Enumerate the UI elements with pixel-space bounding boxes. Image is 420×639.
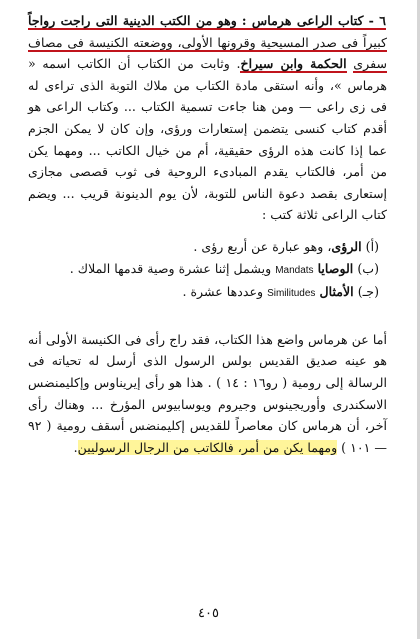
list-marker: (جـ) (357, 284, 379, 300)
page-content (28, 10, 387, 458)
section-number: ٦ - (368, 13, 386, 28)
list-item (28, 258, 387, 282)
paragraph-intro (28, 10, 387, 226)
paragraph-author (28, 329, 387, 459)
list-latin: Similitudes (267, 288, 316, 300)
paragraph-gap (28, 315, 387, 329)
list-desc: وعددها عشرة . (182, 284, 264, 300)
list-item (28, 281, 387, 305)
list-term: الرؤى (331, 238, 362, 254)
list-term: الوصايا (317, 260, 354, 276)
author-end: . (73, 439, 78, 455)
list-desc: ويشمل إثنا عشرة وصية قدمها الملاك . (69, 260, 272, 276)
list-latin: Mandats (275, 264, 314, 276)
intro-line-3-rest: . وثابت من الكتاب أن الكاتب اسمه « هرماس »، وأنه (28, 56, 387, 93)
underlined-wisdom-books: الحكمة وابن سيراخ (240, 56, 347, 72)
page-number: ٤٠٥ (198, 606, 219, 621)
author-body: أما عن هرماس واضع هذا الكتاب، فقد راج رأى فى الكنيسة الأولى أنه هو عينه صديق القديس بولس الرسول الذى أرسل له تحياته فى الرسالة إلى رومية ( رو١٦ : ١٤ ) . هذا هو رأى إيريناوس وإكليمنضس الاسكندرى وأوريجينوس وجيروم ويوسابيوس المؤرخ ... وهناك رأى آخر، أن هرماس كان معاصراً للقديس إكليمنضس أسقف رومية ( ٩٢ — ١٠١ ) (28, 331, 388, 455)
section-heading-rest: وهو من الكتب الدينية التى راجت رواجاً (28, 13, 237, 28)
list-marker: (ب) (357, 260, 379, 276)
intro-body: استقى مادة الكتاب من ملاك التوبة الذى تراءى له فى زى راعى — ومن هنا جاءت تسمية الكتاب ... وكتاب الراعى هو أقدم كتاب كنسى يتضمن إستعارات ورؤى، وإن كان لا يمكن الجزم عما إذا كانت هذه الرؤى حقيقية، أم من خيال الكاتب ... ومهما يكن من أمر، فالكتاب يقدم المبادىء الروحية فى ثوب قصصى مجازى إستعارى بقصد دعوة الناس للتوبة، لأن يوم الدينونة قريب ... ويضم كتاب الراعى ثلاثة كتب : (28, 77, 387, 223)
books-list (28, 236, 387, 305)
underlined-line-2: كبيراً فى صدر المسيحية وقرونها الأولى، ووضعته الكنيسة فى مصاف سفرى (28, 34, 387, 72)
section-title: كتاب الراعى هرماس : (241, 13, 364, 28)
list-marker: (أ) (365, 238, 379, 254)
list-item (28, 236, 387, 258)
list-term: الأمثال (319, 284, 354, 300)
list-desc: ، وهو عبارة عن أربع رؤى . (193, 238, 332, 254)
underlined-heading-line (28, 13, 386, 30)
highlighted-conclusion: ومهما يكن من أمر، فالكاتب من الرجال الرسوليين (77, 439, 338, 455)
